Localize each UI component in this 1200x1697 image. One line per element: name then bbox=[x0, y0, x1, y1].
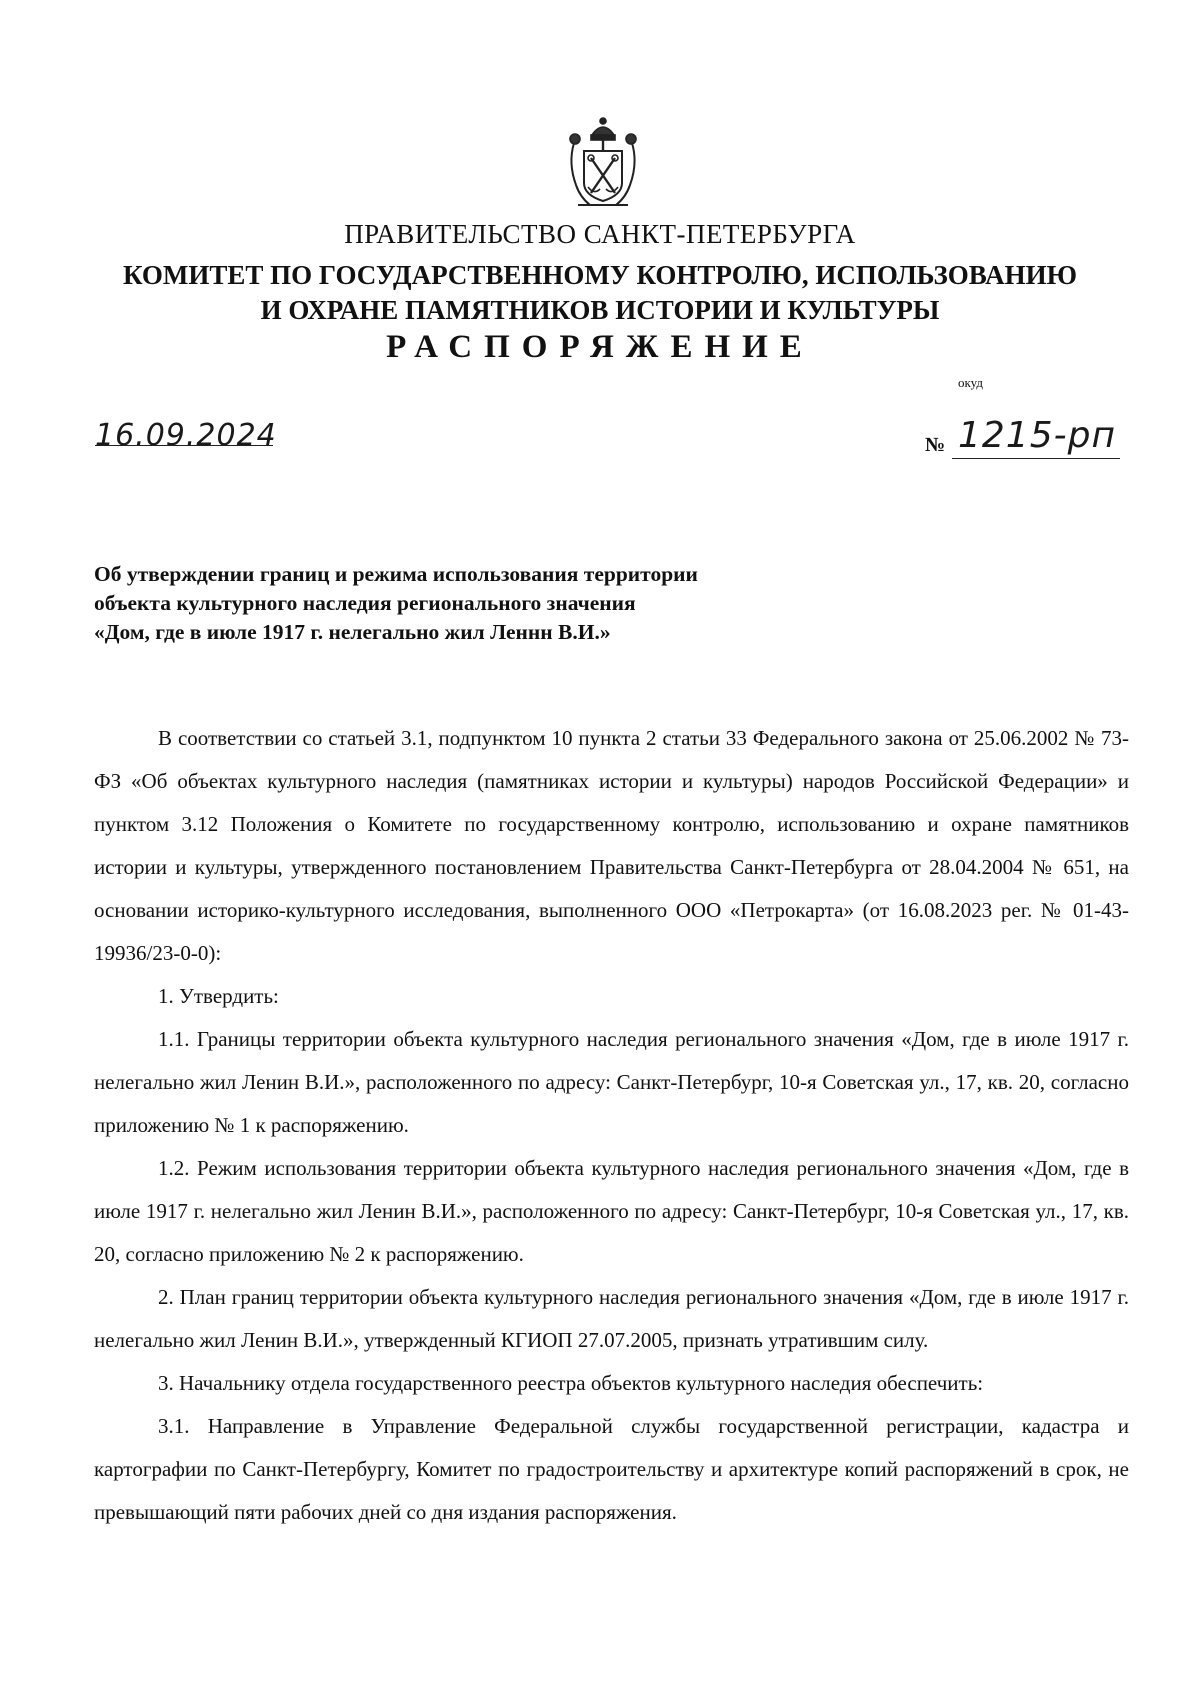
title-line-3: «Дом, где в июле 1917 г. нелегально жил Леннн В.И.» bbox=[94, 620, 611, 644]
document-type: РАСПОРЯЖЕНИЕ bbox=[386, 329, 814, 365]
number-label: № bbox=[925, 434, 946, 456]
item-3-paragraph: 3. Начальнику отдела государственного реестра объектов культурного наследия обеспечить: bbox=[158, 1371, 984, 1395]
government-name: ПРАВИТЕЛЬСТВО САНКТ-ПЕТЕРБУРГА bbox=[344, 219, 856, 249]
document-body bbox=[94, 717, 1129, 1534]
committee-line-2: И ОХРАНЕ ПАМЯТНИКОВ ИСТОРИИ И КУЛЬТУРЫ bbox=[260, 295, 940, 325]
document-date: 16.09.2024 bbox=[95, 418, 277, 453]
title-line-1: Об утверждении границ и режима использования территории bbox=[94, 562, 698, 586]
item-2-paragraph: 2. План границ территории объекта культурного наследия регионального значения «Дом, где в июле 1917 г. нелегально жил Ленин В.И.», утвержденный КГИОП 27.07.2005, признать утратившим силу. bbox=[94, 1285, 1129, 1352]
document-title bbox=[94, 560, 854, 647]
preamble-paragraph: В соответствии со статьей 3.1, подпунктом 10 пункта 2 статьи 33 Федерального закона от 25.06.2002 № 73-ФЗ «Об объектах культурного наследия (памятниках истории и культуры) народов Российской Федерации» и пунктом 3.12 Положения о Комитете по государственному контролю, использованию и охране памятников истории и культуры, утвержденного постановлением Правительства Санкт-Петербурга от 28.04.2004 № 651, на основании историко-культурного исследования, выполненного ООО «Петрокарта» (от 16.08.2023 рег. № 01-43-19936/23-0-0): bbox=[94, 726, 1129, 965]
title-line-2: объекта культурного наследия регионального значения bbox=[94, 591, 636, 615]
document-number: 1215-рп bbox=[958, 415, 1116, 456]
number-underline bbox=[952, 458, 1120, 459]
committee-line-1: КОМИТЕТ ПО ГОСУДАРСТВЕННОМУ КОНТРОЛЮ, ИСПОЛЬЗОВАНИЮ bbox=[123, 260, 1077, 290]
item-1-2-paragraph: 1.2. Режим использования территории объекта культурного наследия регионального значения «Дом, где в июле 1917 г. нелегально жил Ленин В.И.», расположенного по адресу: Санкт-Петербург, 10-я Советская ул., 17, кв. 20, согласно приложению № 2 к распоряжению. bbox=[94, 1156, 1129, 1266]
item-1-1-paragraph: 1.1. Границы территории объекта культурного наследия регионального значения «Дом, где в июле 1917 г. нелегально жил Ленин В.И.», расположенного по адресу: Санкт-Петербург, 10-я Советская ул., 17, кв. 20, согласно приложению № 1 к распоряжению. bbox=[94, 1027, 1129, 1137]
committee-name bbox=[0, 258, 1200, 328]
item-1-paragraph: 1. Утвердить: bbox=[158, 984, 279, 1008]
okud-label: окуд bbox=[958, 375, 983, 390]
coat-of-arms-icon bbox=[564, 113, 642, 211]
item-3-1-paragraph: 3.1. Направление в Управление Федеральной службы государственной регистрации, кадастра и картографии по Санкт-Петербургу, Комитет по градостроительству и архитектуре копий распоряжений в срок, не превышающий пяти рабочих дней со дня издания распоряжения. bbox=[94, 1414, 1129, 1524]
date-underline bbox=[95, 445, 273, 446]
